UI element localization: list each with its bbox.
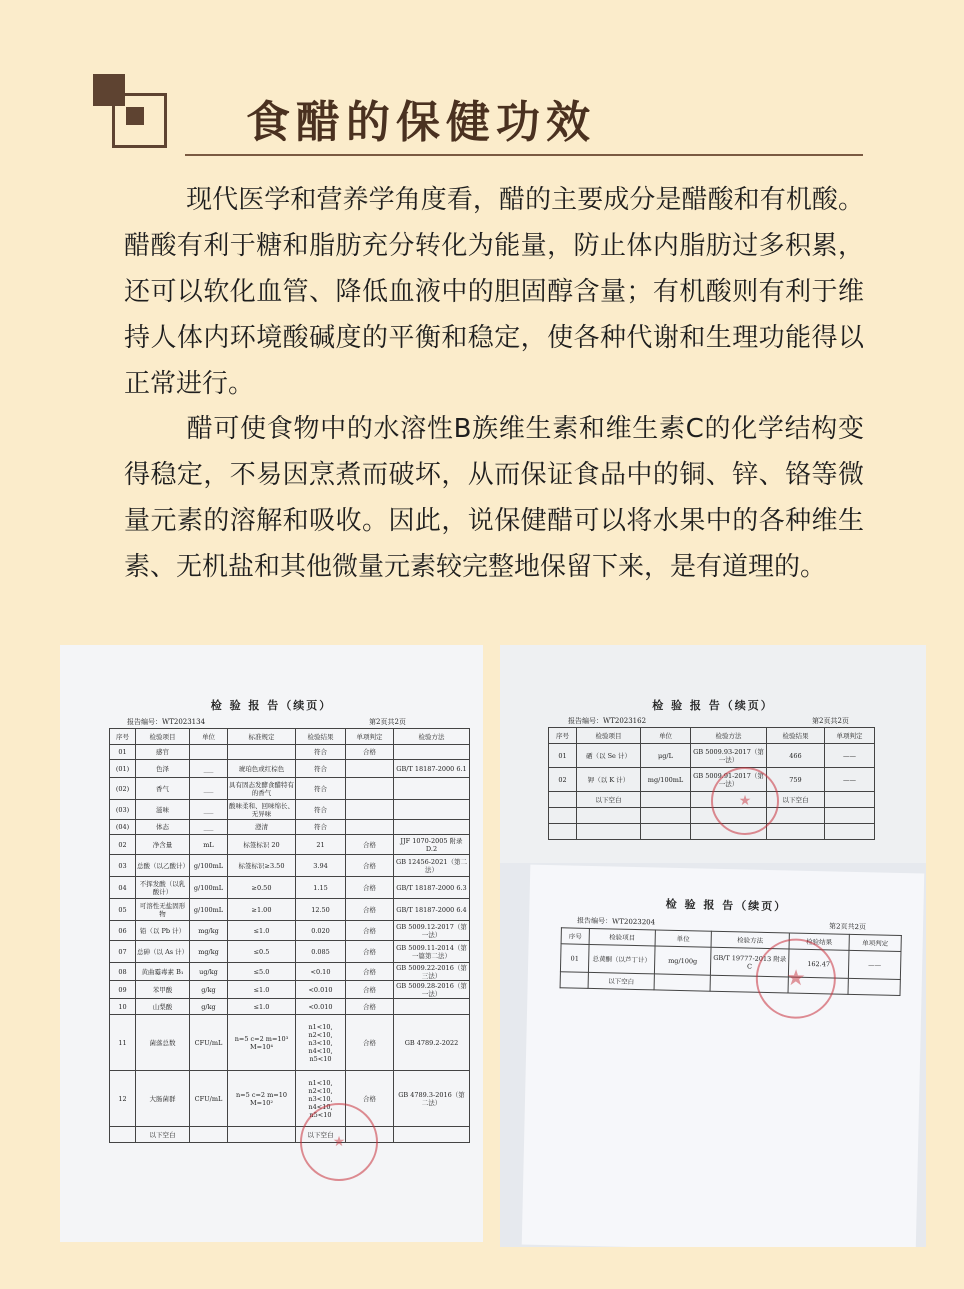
table-cell	[346, 820, 394, 835]
table-cell: (03)	[110, 800, 136, 820]
table-cell: 色泽	[136, 760, 190, 778]
table-cell	[394, 745, 470, 760]
table-cell: mL	[190, 835, 228, 855]
table-cell: GB 4789.2-2022	[394, 1015, 470, 1071]
table-cell: (04)	[110, 820, 136, 835]
table-cell: 可溶性无盐固形物	[136, 899, 190, 921]
table-cell: 04	[110, 877, 136, 899]
table-cell: GB 5009.28-2016（第一法）	[394, 981, 470, 999]
col-header: 单位	[190, 729, 228, 745]
table-cell: 0.020	[296, 921, 346, 941]
table-cell	[228, 745, 296, 760]
table-cell: 净含量	[136, 835, 190, 855]
table-cell: ___	[190, 820, 228, 835]
table-cell: 3.94	[296, 855, 346, 877]
table-cell: <0.010	[296, 981, 346, 999]
report-number: 报告编号：WT2023204	[577, 916, 656, 927]
col-header: 检验结果	[767, 728, 825, 744]
table-cell: ___	[190, 760, 228, 778]
table-cell: ≥1.00	[228, 899, 296, 921]
table-cell: 菌落总数	[136, 1015, 190, 1071]
col-header: 检验项目	[577, 728, 641, 744]
report-number: 报告编号：WT2023162	[568, 717, 647, 725]
table-cell: CFU/mL	[190, 1071, 228, 1127]
table-row	[110, 877, 470, 899]
table-cell: JJF 1070-2005 附录 D.2	[394, 835, 470, 855]
table-cell: 12.50	[296, 899, 346, 921]
table-cell	[346, 760, 394, 778]
table-cell: g/100mL	[190, 855, 228, 877]
table-cell: 合格	[346, 855, 394, 877]
table-cell: 10	[110, 999, 136, 1015]
test-report-photo-2	[500, 645, 926, 863]
table-cell: 合格	[346, 745, 394, 760]
table-cell: 具有固态发酵食醋特有的香气	[228, 778, 296, 800]
col-header: 单位	[641, 728, 691, 744]
report-number: 报告编号：WT2023134	[127, 718, 206, 726]
table-cell: 以下空白	[136, 1127, 190, 1143]
table-cell: 1.15	[296, 877, 346, 899]
table-cell: 体态	[136, 820, 190, 835]
title-divider	[185, 154, 863, 156]
table-cell	[394, 820, 470, 835]
table-cell: g/100mL	[190, 877, 228, 899]
table-cell: 酸味柔和、回味绵长、无异味	[229, 801, 294, 818]
test-report-photo-1	[60, 645, 483, 1242]
table-row	[110, 855, 470, 877]
table-cell: 铅（以 Pb 计）	[136, 921, 190, 941]
table-cell: 合格	[346, 941, 394, 963]
table-cell: 09	[110, 981, 136, 999]
col-header: 检验方法	[691, 728, 767, 744]
table-cell: 12	[110, 1071, 136, 1127]
table-cell: GB/T 18187-2000 6.3	[394, 877, 470, 899]
red-seal-stamp	[300, 1103, 378, 1181]
table-cell	[394, 800, 470, 820]
table-row	[110, 899, 470, 921]
table-cell: (02)	[110, 778, 136, 800]
table-cell: 05	[110, 899, 136, 921]
table-cell: mg/kg	[190, 941, 228, 963]
table-cell: 合格	[346, 981, 394, 999]
table-cell: 不挥发酸（以乳酸计）	[136, 877, 190, 899]
header-decoration-square	[126, 107, 144, 125]
table-row	[110, 981, 470, 999]
table-cell	[346, 800, 394, 820]
table-cell: 合格	[346, 921, 394, 941]
table-cell: (01)	[110, 760, 136, 778]
col-header: 序号	[110, 729, 136, 745]
table-cell: 琥珀色或红棕色	[228, 760, 296, 778]
table-cell: ug/kg	[190, 963, 228, 981]
table-cell: GB 5009.12-2017（第一法）	[394, 921, 470, 941]
table-cell: 01	[110, 745, 136, 760]
page-title: 食醋的保健功效	[246, 97, 596, 148]
report-table	[109, 728, 470, 1143]
table-cell: 山梨酸	[136, 999, 190, 1015]
paragraph-2	[124, 406, 864, 590]
report-title: 检 验 报 告（续页）	[652, 699, 774, 712]
table-row	[110, 921, 470, 941]
table-row: 01 硒（以 Se 计） μg/L GB 5009.93-2017（第一法） 466 ——	[549, 744, 875, 768]
table-cell: 合格	[346, 1071, 394, 1127]
col-header: 标准规定	[228, 729, 296, 745]
table-cell: n=5 c=2 m=10 M=10²	[228, 1071, 296, 1127]
report-page: 第2页共2页	[369, 718, 406, 726]
col-header: 单项判定	[825, 728, 875, 744]
paragraph-1-text: 现代医学和营养学角度看，醋的主要成分是醋酸和有机酸。醋酸有利于糖和脂肪充分转化为能量，防止体内脂肪过多积累，还可以软化血管、降低血液中的胆固醇含量；有机酸则有利于维持人体内环境酸碱度的平衡和稳定，使各种代谢和生理功能得以正常进行。	[124, 185, 864, 399]
col-header: 单项判定	[346, 729, 394, 745]
paragraph-1	[124, 177, 864, 407]
table-cell: ≤5.0	[228, 963, 296, 981]
table-cell: 合格	[346, 1015, 394, 1071]
table-cell: ___	[190, 778, 228, 800]
table-cell: 澄清	[228, 820, 296, 835]
table-row: 01 总黄酮（以芦丁计） mg/100g GB/T 19777-2013 附录 C 162.47 ——	[560, 944, 901, 980]
col-header: 检验项目	[589, 928, 655, 945]
report-title: 检 验 报 告（续页）	[665, 897, 788, 914]
report-sheet	[522, 865, 925, 1247]
table-cell: 0.085	[296, 941, 346, 963]
table-cell: 符合	[296, 778, 346, 800]
col-header: 检验方法	[711, 931, 789, 949]
table-cell: CFU/mL	[190, 1015, 228, 1071]
report-page: 第2页共2页	[828, 922, 867, 932]
table-cell: g/100mL	[190, 899, 228, 921]
table-row: 02 钾（以 K 计） mg/100mL GB 5009.91-2017（第一法） 759 ——	[549, 768, 875, 792]
table-cell: <0.010	[296, 999, 346, 1015]
table-cell: 11	[110, 1015, 136, 1071]
table-cell: 以下空白	[296, 1127, 346, 1143]
table-cell: ≤1.0	[228, 981, 296, 999]
table-cell: 大肠菌群	[136, 1071, 190, 1127]
table-cell	[346, 778, 394, 800]
table-row	[110, 1127, 470, 1143]
table-cell: 02	[110, 835, 136, 855]
col-header: 序号	[549, 728, 577, 744]
table-cell: 合格	[346, 963, 394, 981]
table-cell: ≥0.50	[228, 877, 296, 899]
table-row	[110, 820, 470, 835]
table-row	[110, 778, 470, 800]
report-page: 第2页共2页	[812, 717, 849, 725]
table-cell: 03	[110, 855, 136, 877]
table-row	[110, 1071, 470, 1127]
table-cell: n=5 c=2 m=10³ M=10⁴	[228, 1015, 296, 1071]
table-row: 以下空白	[560, 972, 900, 996]
table-cell: ≤0.5	[228, 941, 296, 963]
table-header-row	[110, 729, 470, 745]
paragraph-2-text: 醋可使食物中的水溶性B族维生素和维生素C的化学结构变得稳定，不易因烹煮而破坏，从而保证食品中的铜、锌、铬等微量元素的溶解和吸收。因此，说保健醋可以将水果中的各种维生素、无机盐和其他微量元素较完整地保留下来，是有道理的。	[124, 414, 864, 582]
red-seal-stamp	[755, 938, 837, 1020]
table-row	[110, 745, 470, 760]
red-seal-stamp	[711, 767, 779, 835]
table-cell: 感官	[136, 745, 190, 760]
col-header: 单位	[655, 930, 711, 947]
table-cell: ___	[190, 800, 228, 820]
table-row	[110, 835, 470, 855]
table-cell: n1<10, n2<10, n3<10, n4<10, n5<10	[296, 1071, 346, 1127]
table-cell	[394, 778, 470, 800]
test-report-photo-3	[500, 863, 926, 1247]
report-title: 检 验 报 告（续页）	[210, 699, 333, 712]
col-header: 检验项目	[136, 729, 190, 745]
table-row	[110, 1015, 470, 1071]
table-cell: 合格	[346, 899, 394, 921]
table-cell: 总酸（以乙酸计）	[136, 855, 190, 877]
col-header: 检验结果	[296, 729, 346, 745]
table-cell: 合格	[346, 999, 394, 1015]
col-header: 检验方法	[394, 729, 470, 745]
table-cell: 总砷（以 As 计）	[136, 941, 190, 963]
col-header: 检验结果	[789, 933, 849, 950]
table-cell: 符合	[296, 760, 346, 778]
table-cell	[190, 745, 228, 760]
table-cell: GB/T 18187-2000 6.4	[394, 899, 470, 921]
col-header: 序号	[561, 928, 589, 945]
table-cell: ≤1.0	[228, 999, 296, 1015]
table-cell: 香气	[136, 778, 190, 800]
table-cell: GB 4789.3-2016（第二法）	[394, 1071, 470, 1127]
table-row	[110, 760, 470, 778]
table-cell	[394, 999, 470, 1015]
table-cell: 合格	[346, 877, 394, 899]
table-cell: 标签标识 20	[228, 835, 296, 855]
table-cell: 06	[110, 921, 136, 941]
table-cell: GB/T 18187-2000 6.1	[394, 760, 470, 778]
table-cell: 标签标识≥3.50	[228, 855, 296, 877]
table-cell: GB 5009.22-2016（第三法）	[394, 963, 470, 981]
table-cell: 07	[110, 941, 136, 963]
table-cell: mg/kg	[190, 921, 228, 941]
table-row: 以下空白 以下空白	[549, 792, 875, 808]
table-cell: GB 5009.11-2014（第一篇第二法）	[394, 941, 470, 963]
table-cell: GB 12456-2021（第二法）	[394, 855, 470, 877]
table-row	[110, 941, 470, 963]
table-cell: 苯甲酸	[136, 981, 190, 999]
table-cell: 黄曲霉毒素 B₁	[136, 963, 190, 981]
table-cell: ≤1.0	[228, 921, 296, 941]
report-table	[548, 727, 875, 840]
table-cell: n1<10, n2<10, n3<10, n4<10, n5<10	[296, 1015, 346, 1071]
table-row	[110, 999, 470, 1015]
table-cell: <0.10	[296, 963, 346, 981]
table-cell: g/kg	[190, 999, 228, 1015]
table-cell: 21	[296, 835, 346, 855]
table-cell: 符合	[296, 745, 346, 760]
table-cell: 滋味	[136, 800, 190, 820]
report-table	[560, 927, 902, 996]
col-header: 单项判定	[849, 934, 901, 951]
table-cell: 合格	[346, 835, 394, 855]
table-cell: 符合	[296, 820, 346, 835]
table-header-row	[549, 728, 875, 744]
table-cell: 符合	[296, 800, 346, 820]
table-cell: g/kg	[190, 981, 228, 999]
table-row	[110, 800, 470, 820]
table-cell: 08	[110, 963, 136, 981]
table-row	[110, 963, 470, 981]
